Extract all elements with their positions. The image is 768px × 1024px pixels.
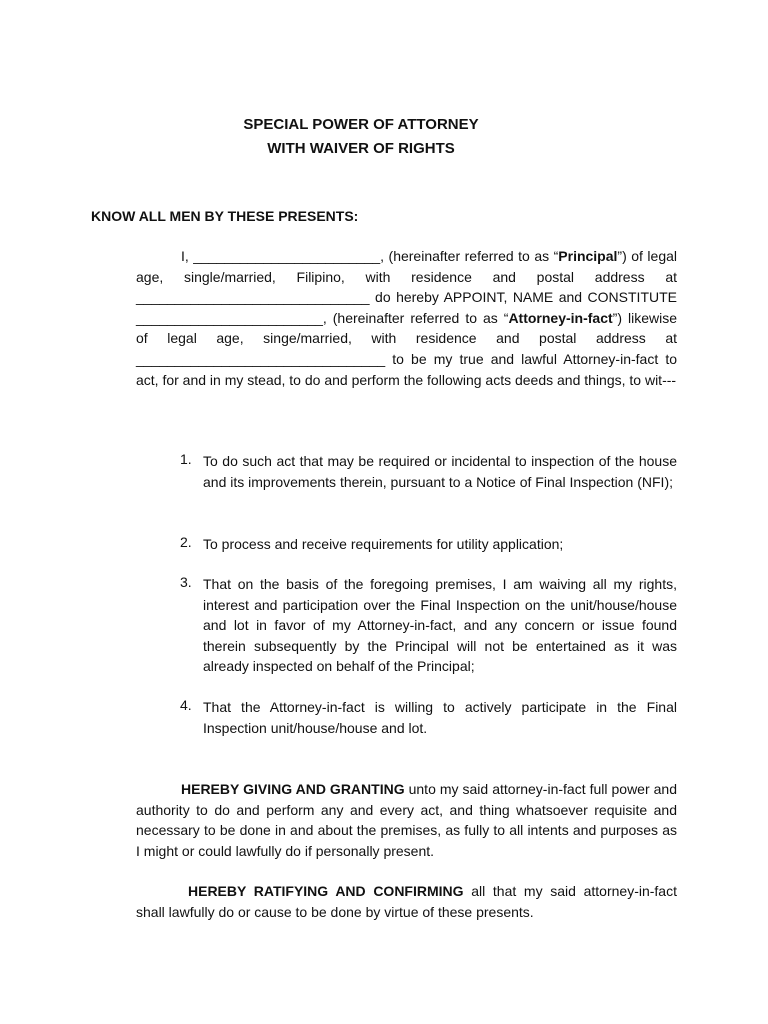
- document-title-line-1: SPECIAL POWER OF ATTORNEY: [243, 116, 479, 133]
- list-item-number: 1.: [180, 451, 192, 467]
- intro-text-part-2: ”) of legal age, single/married, Filipino, with residence and postal address at ______________________________ do hereby APPOINT, NAME and CONSTITUTE ________________________, (hereinafter referred to as “: [136, 248, 677, 326]
- list-item-text: To do such act that may be required or incidental to inspection of the house and its improvements therein, pursuant to a Notice of Final Inspection (NFI);: [203, 453, 677, 490]
- list-item-text: That the Attorney-in-fact is willing to actively participate in the Final Inspection unit/house/house and lot.: [203, 699, 677, 736]
- giving-granting-text: unto my said attorney-in-fact full power and authority to do and perform any and every act, and thing whatsoever requisite and necessary to be done in and about the premises, as fully to all intents and purposes as I might or could lawfully do if personally present.: [136, 781, 677, 859]
- principal-term: Principal: [558, 248, 618, 264]
- ratifying-confirming-text: all that my said attorney-in-fact shall lawfully do or cause to be done by virtue of these presents.: [136, 883, 677, 920]
- know-all-men-heading: KNOW ALL MEN BY THESE PRESENTS:: [91, 208, 359, 224]
- intro-text-part-3: ”) likewise of legal age, singe/married, with residence and postal address at ________________________________ to be my true and lawful Attorney-in-fact to act, for and in my stead, to do and perform the following acts deeds and things, to wit---: [136, 309, 677, 388]
- attorney-in-fact-term: Attorney-in-fact: [508, 309, 613, 326]
- intro-paragraph: [136, 246, 677, 390]
- intro-text-part-1: I, ________________________, (hereinafter referred to as “: [181, 248, 559, 264]
- list-item-number: 4.: [180, 697, 192, 713]
- giving-granting-paragraph: [136, 779, 677, 861]
- list-item-text: To process and receive requirements for utility application;: [203, 536, 564, 552]
- list-item-number: 3.: [180, 574, 192, 590]
- ratifying-confirming-lead: HEREBY RATIFYING AND CONFIRMING: [188, 883, 464, 899]
- ratifying-confirming-paragraph: [136, 881, 677, 922]
- list-item-number: 2.: [180, 534, 192, 550]
- document-title-line-2: WITH WAIVER OF RIGHTS: [267, 140, 455, 157]
- giving-granting-lead: HEREBY GIVING AND GRANTING: [181, 781, 405, 797]
- list-item-text: That on the basis of the foregoing premises, I am waiving all my rights, interest and participation over the Final Inspection on the unit/house/house and lot in favor of my Attorney-in-fact, and any concern or issue found therein subsequently by the Principal will not be entertained as it was already inspected on behalf of the Principal;: [203, 576, 677, 675]
